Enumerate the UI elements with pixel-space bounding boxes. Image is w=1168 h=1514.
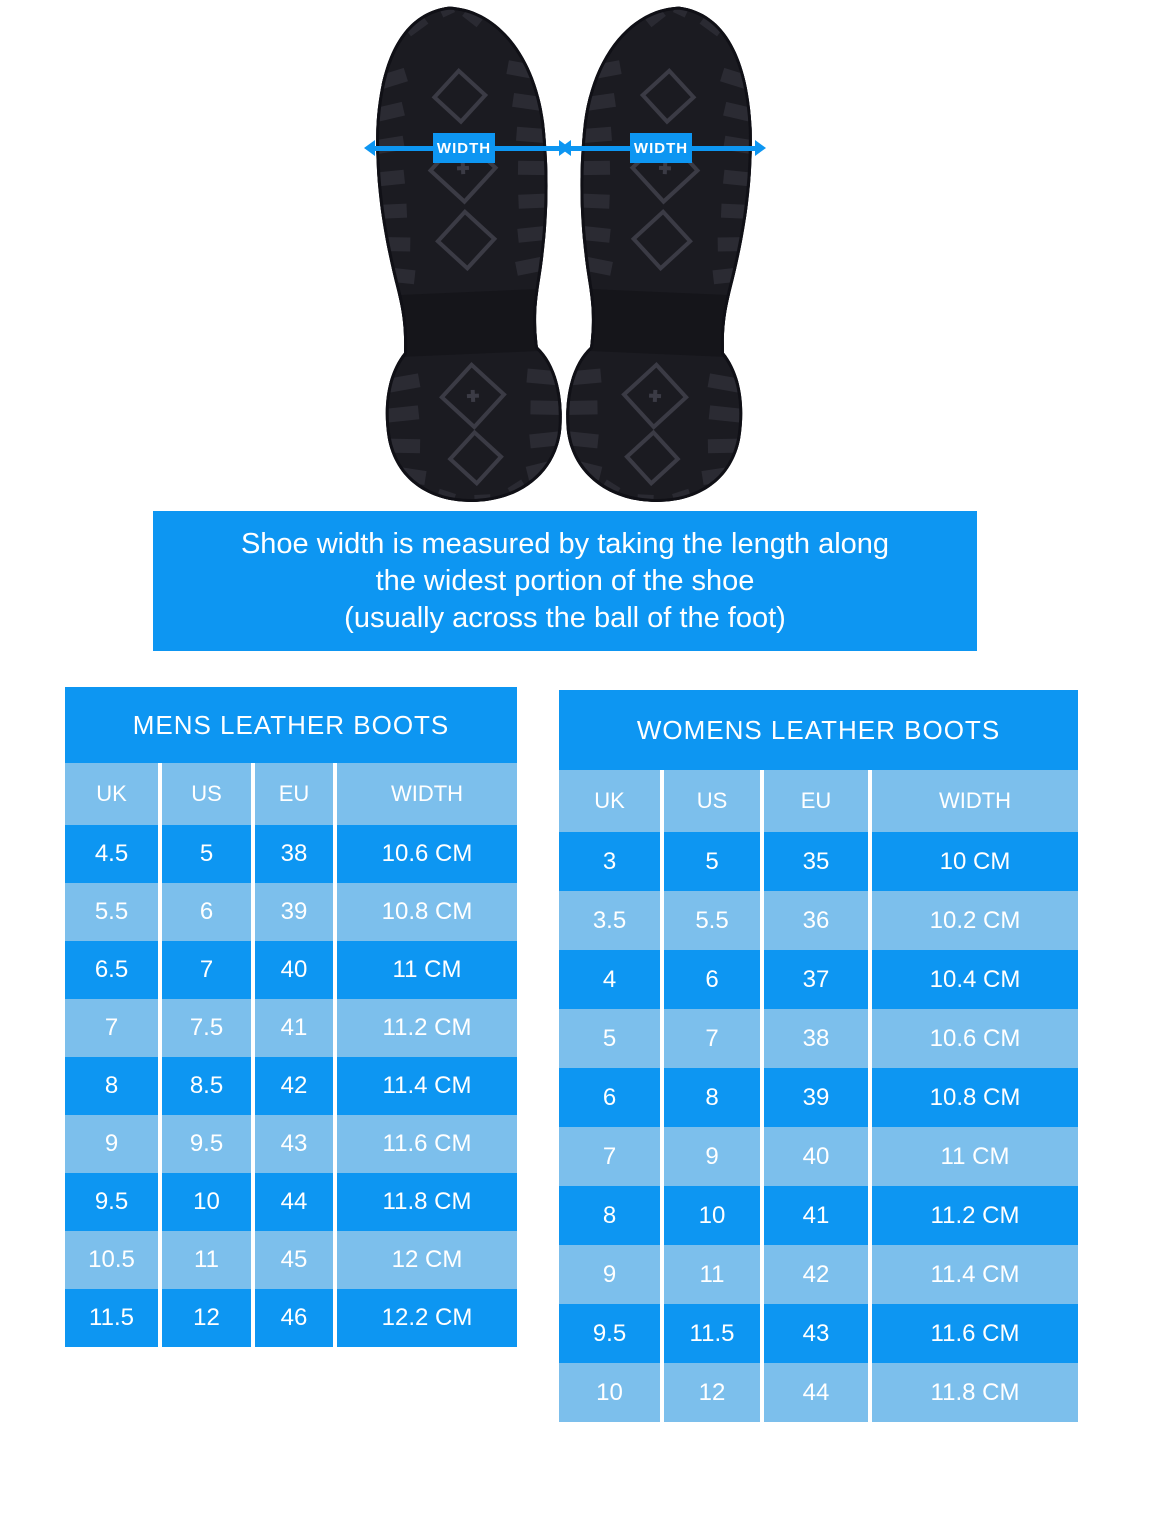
column-header: US bbox=[162, 763, 251, 825]
table-cell: 11 bbox=[162, 1231, 251, 1289]
table-cell: 39 bbox=[255, 883, 333, 941]
table-cell: 38 bbox=[255, 825, 333, 883]
womens-size-table bbox=[559, 690, 1078, 1422]
info-text-line: Shoe width is measured by taking the length along bbox=[240, 527, 890, 560]
table-cell: 10.4 CM bbox=[872, 950, 1078, 1009]
table-cell: 10.6 CM bbox=[872, 1009, 1078, 1068]
table-grid bbox=[65, 763, 517, 1347]
table-cell: 10 CM bbox=[872, 832, 1078, 891]
column-header: US bbox=[664, 770, 760, 832]
table-cell: 9.5 bbox=[65, 1173, 158, 1231]
table-cell: 35 bbox=[764, 832, 868, 891]
table-cell: 7 bbox=[65, 999, 158, 1057]
table-cell: 9 bbox=[65, 1115, 158, 1173]
table-cell: 9 bbox=[664, 1127, 760, 1186]
table-cell: 9.5 bbox=[559, 1304, 660, 1363]
column-header: WIDTH bbox=[337, 763, 517, 825]
table-cell: 5.5 bbox=[65, 883, 158, 941]
table-cell: 5 bbox=[664, 832, 760, 891]
table-cell: 11.5 bbox=[664, 1304, 760, 1363]
table-cell: 11 bbox=[664, 1245, 760, 1304]
table-cell: 44 bbox=[764, 1363, 868, 1422]
column-header: WIDTH bbox=[872, 770, 1078, 832]
table-cell: 4.5 bbox=[65, 825, 158, 883]
table-cell: 36 bbox=[764, 891, 868, 950]
column-header: EU bbox=[764, 770, 868, 832]
table-cell: 10.8 CM bbox=[872, 1068, 1078, 1127]
table-cell: 5 bbox=[162, 825, 251, 883]
table-cell: 6 bbox=[559, 1068, 660, 1127]
table-cell: 3 bbox=[559, 832, 660, 891]
table-cell: 5 bbox=[559, 1009, 660, 1068]
table-cell: 11.4 CM bbox=[337, 1057, 517, 1115]
table-cell: 11.2 CM bbox=[872, 1186, 1078, 1245]
width-label-right: WIDTH bbox=[630, 133, 692, 163]
table-cell: 7 bbox=[664, 1009, 760, 1068]
table-cell: 8 bbox=[664, 1068, 760, 1127]
table-cell: 42 bbox=[764, 1245, 868, 1304]
table-cell: 12 bbox=[664, 1363, 760, 1422]
table-cell: 6.5 bbox=[65, 941, 158, 999]
column-header: EU bbox=[255, 763, 333, 825]
table-cell: 46 bbox=[255, 1289, 333, 1347]
table-cell: 6 bbox=[664, 950, 760, 1009]
table-cell: 10.8 CM bbox=[337, 883, 517, 941]
table-cell: 11.8 CM bbox=[337, 1173, 517, 1231]
table-cell: 7.5 bbox=[162, 999, 251, 1057]
table-cell: 45 bbox=[255, 1231, 333, 1289]
width-label-left: WIDTH bbox=[433, 133, 495, 163]
column-header: UK bbox=[65, 763, 158, 825]
table-cell: 41 bbox=[764, 1186, 868, 1245]
mens-table-title: MENS LEATHER BOOTS bbox=[65, 687, 517, 763]
mens-size-table bbox=[65, 687, 517, 1347]
table-cell: 8 bbox=[65, 1057, 158, 1115]
table-cell: 8.5 bbox=[162, 1057, 251, 1115]
table-cell: 10.5 bbox=[65, 1231, 158, 1289]
table-cell: 39 bbox=[764, 1068, 868, 1127]
table-cell: 7 bbox=[162, 941, 251, 999]
table-cell: 12.2 CM bbox=[337, 1289, 517, 1347]
width-explanation-box bbox=[153, 511, 977, 651]
table-cell: 10 bbox=[559, 1363, 660, 1422]
info-text-line: the widest portion of the shoe bbox=[375, 564, 755, 597]
boot-soles-image bbox=[348, 0, 780, 505]
womens-table-title: WOMENS LEATHER BOOTS bbox=[559, 690, 1078, 770]
table-cell: 10 bbox=[664, 1186, 760, 1245]
table-cell: 37 bbox=[764, 950, 868, 1009]
table-cell: 12 bbox=[162, 1289, 251, 1347]
table-cell: 11.6 CM bbox=[872, 1304, 1078, 1363]
info-text-line: (usually across the ball of the foot) bbox=[344, 601, 786, 634]
table-cell: 44 bbox=[255, 1173, 333, 1231]
table-cell: 43 bbox=[764, 1304, 868, 1363]
table-cell: 10 bbox=[162, 1173, 251, 1231]
table-cell: 11.8 CM bbox=[872, 1363, 1078, 1422]
table-cell: 9 bbox=[559, 1245, 660, 1304]
table-cell: 9.5 bbox=[162, 1115, 251, 1173]
table-cell: 11.2 CM bbox=[337, 999, 517, 1057]
table-cell: 5.5 bbox=[664, 891, 760, 950]
table-cell: 12 CM bbox=[337, 1231, 517, 1289]
table-cell: 10.6 CM bbox=[337, 825, 517, 883]
table-cell: 3.5 bbox=[559, 891, 660, 950]
table-cell: 10.2 CM bbox=[872, 891, 1078, 950]
table-cell: 43 bbox=[255, 1115, 333, 1173]
table-cell: 42 bbox=[255, 1057, 333, 1115]
column-header: UK bbox=[559, 770, 660, 832]
table-cell: 8 bbox=[559, 1186, 660, 1245]
table-cell: 11 CM bbox=[872, 1127, 1078, 1186]
table-cell: 11.5 bbox=[65, 1289, 158, 1347]
table-cell: 11.4 CM bbox=[872, 1245, 1078, 1304]
table-cell: 38 bbox=[764, 1009, 868, 1068]
table-cell: 11 CM bbox=[337, 941, 517, 999]
table-cell: 41 bbox=[255, 999, 333, 1057]
table-cell: 40 bbox=[255, 941, 333, 999]
table-cell: 7 bbox=[559, 1127, 660, 1186]
table-cell: 6 bbox=[162, 883, 251, 941]
table-grid bbox=[559, 770, 1078, 1422]
table-cell: 4 bbox=[559, 950, 660, 1009]
table-cell: 11.6 CM bbox=[337, 1115, 517, 1173]
table-cell: 40 bbox=[764, 1127, 868, 1186]
